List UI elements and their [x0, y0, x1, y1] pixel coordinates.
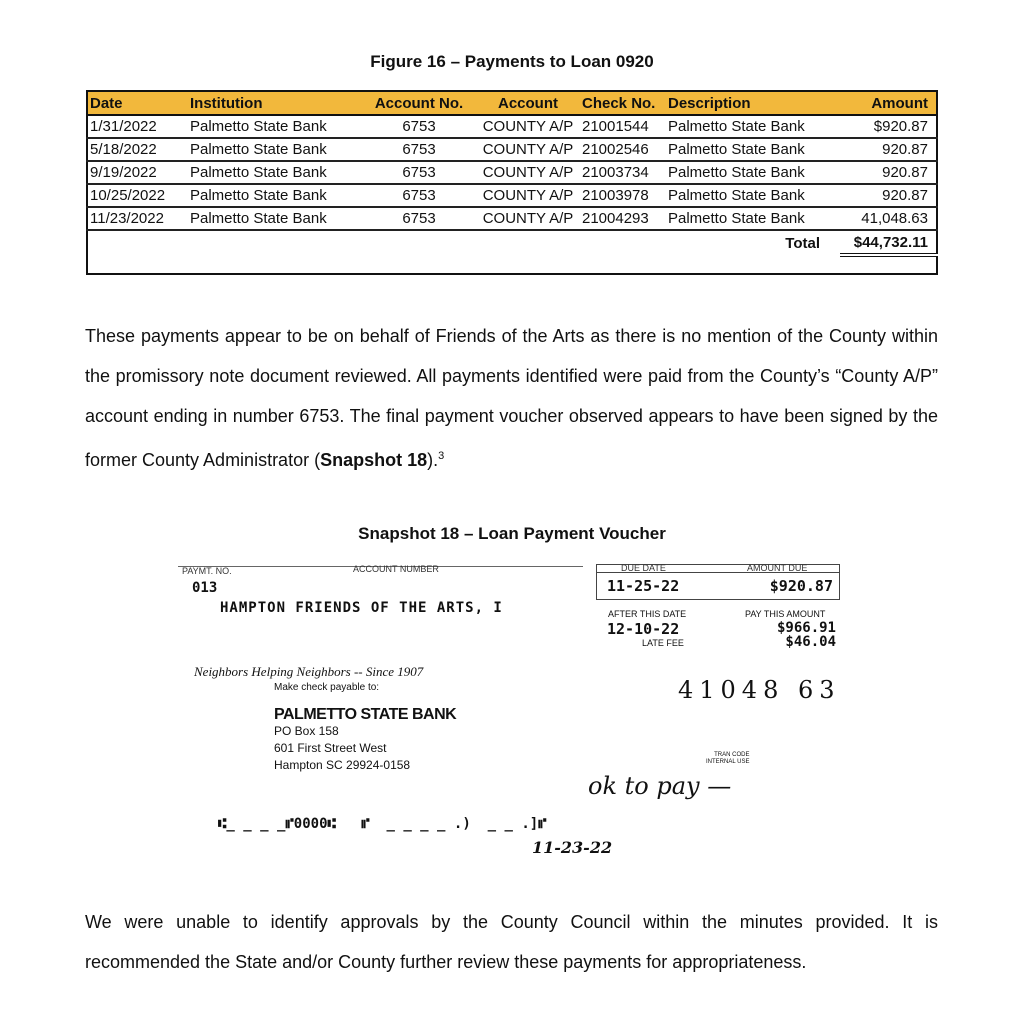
cell-account: COUNTY A/P	[476, 115, 580, 138]
micr-line: ⑆_ _ _ _⑈0000⑆ ⑈ _ _ _ _ .) _ _ .]⑈	[218, 816, 547, 832]
cell-account-no: 6753	[362, 184, 476, 207]
cell-account-no: 6753	[362, 115, 476, 138]
late-fee: $46.04	[785, 634, 836, 650]
table-row	[87, 115, 937, 138]
col-check-no: Check No.	[580, 91, 666, 115]
cell-account-no: 6753	[362, 207, 476, 230]
bank-address-2: 601 First Street West	[274, 741, 387, 755]
cell-institution: Palmetto State Bank	[188, 115, 362, 138]
table-header-row	[87, 91, 937, 115]
amount-due: $920.87	[769, 577, 833, 595]
cell-account-no: 6753	[362, 138, 476, 161]
handwritten-approval-note: ok to pay —	[588, 772, 732, 800]
paymt-no-label: PAYMT. NO.	[182, 566, 232, 576]
cell-description: Palmetto State Bank	[666, 161, 840, 184]
cell-account: COUNTY A/P	[476, 138, 580, 161]
cell-amount: 920.87	[840, 184, 937, 207]
tran-code-block: TRAN CODE INTERNAL USE	[706, 752, 750, 765]
paymt-no: 013	[192, 580, 218, 596]
cell-amount: 920.87	[840, 138, 937, 161]
cell-account: COUNTY A/P	[476, 161, 580, 184]
cell-date: 10/25/2022	[87, 184, 188, 207]
footnote-ref: 3	[438, 450, 445, 462]
after-date: 12-10-22	[607, 620, 680, 638]
handwritten-date: 11-23-22	[532, 838, 613, 857]
cell-date: 1/31/2022	[87, 115, 188, 138]
col-account-no: Account No.	[362, 91, 476, 115]
col-account: Account	[476, 91, 580, 115]
cell-check-no: 21002546	[580, 138, 666, 161]
col-date: Date	[87, 91, 188, 115]
amount-due-label: AMOUNT DUE	[747, 563, 808, 573]
total-value: $44,732.11	[840, 230, 937, 255]
cell-check-no: 21003734	[580, 161, 666, 184]
cell-description: Palmetto State Bank	[666, 207, 840, 230]
cell-date: 11/23/2022	[87, 207, 188, 230]
payments-table	[86, 90, 938, 275]
col-institution: Institution	[188, 91, 362, 115]
bank-address-3: Hampton SC 29924-0158	[274, 758, 411, 772]
paragraph-recommendation: We were unable to identify approvals by the County Council within the minutes provided. It is recommended the State and/or County further review these payments for appropriateness.	[85, 912, 938, 972]
cell-account: COUNTY A/P	[476, 207, 580, 230]
cell-check-no: 21003978	[580, 184, 666, 207]
pay-amount-label: PAY THIS AMOUNT	[745, 609, 826, 619]
cell-account: COUNTY A/P	[476, 184, 580, 207]
col-amount: Amount	[840, 91, 937, 115]
bank-slogan: Neighbors Helping Neighbors -- Since 1907	[194, 664, 424, 679]
snapshot-title: Snapshot 18 – Loan Payment Voucher	[358, 524, 666, 543]
cell-institution: Palmetto State Bank	[188, 184, 362, 207]
cell-date: 9/19/2022	[87, 161, 188, 184]
payable-to-label: Make check payable to:	[274, 682, 380, 693]
cell-date: 5/18/2022	[87, 138, 188, 161]
cell-institution: Palmetto State Bank	[188, 207, 362, 230]
total-row	[87, 230, 937, 255]
snapshot-reference: Snapshot 18	[320, 450, 428, 470]
handwritten-amount: 41048 63	[678, 676, 841, 704]
cell-check-no: 21001544	[580, 115, 666, 138]
pay-amount: $966.91	[776, 620, 836, 636]
cell-description: Palmetto State Bank	[666, 115, 840, 138]
cell-amount: $920.87	[840, 115, 937, 138]
table-row	[87, 161, 937, 184]
cell-account-no: 6753	[362, 161, 476, 184]
figure-title: Figure 16 – Payments to Loan 0920	[370, 52, 654, 71]
table-row	[87, 138, 937, 161]
cell-check-no: 21004293	[580, 207, 666, 230]
due-date-label: DUE DATE	[621, 563, 666, 573]
cell-amount: 41,048.63	[840, 207, 937, 230]
cell-amount: 920.87	[840, 161, 937, 184]
paragraph-findings: These payments appear to be on behalf of Friends of the Arts as there is no mention of the County within the promissory note document reviewed. All payments identified were paid from the County’s “County A/P” account ending in number 6753. The final payment voucher observed appears to have been signed by the former County Administrator (Snapshot 18).$^3$	[85, 326, 938, 470]
cell-institution: Palmetto State Bank	[188, 161, 362, 184]
after-date-label: AFTER THIS DATE	[608, 609, 687, 619]
cell-institution: Palmetto State Bank	[188, 138, 362, 161]
account-number-label: ACCOUNT NUMBER	[353, 564, 439, 574]
bank-address-1: PO Box 158	[274, 724, 339, 738]
cell-description: Palmetto State Bank	[666, 138, 840, 161]
due-date: 11-25-22	[607, 577, 680, 595]
due-box	[596, 564, 840, 600]
payee-line: HAMPTON FRIENDS OF THE ARTS, I	[220, 600, 503, 616]
bank-name: PALMETTO STATE BANK	[274, 706, 457, 723]
table-row	[87, 207, 937, 230]
late-fee-label: LATE FEE	[642, 638, 684, 648]
col-description: Description	[666, 91, 840, 115]
table-row	[87, 184, 937, 207]
total-label: Total	[785, 234, 820, 252]
payment-voucher	[178, 558, 848, 868]
cell-description: Palmetto State Bank	[666, 184, 840, 207]
